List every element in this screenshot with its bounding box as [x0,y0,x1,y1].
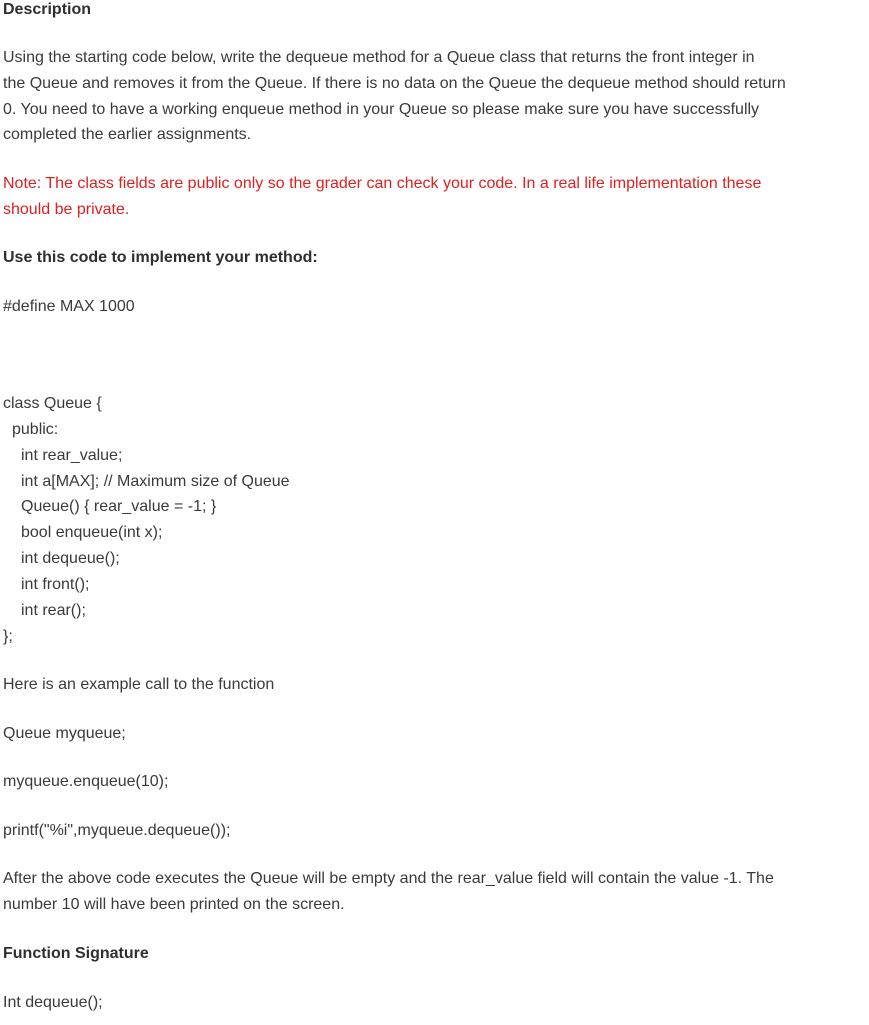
code-line-constructor: Queue() { rear_value = -1; } [21,498,217,515]
code-line-front: int front(); [21,576,90,593]
intro-line-3: 0. You need to have a working enqueue method in your Queue so please make sure you have successfully [3,101,760,118]
code-line-enqueue: bool enqueue(int x); [21,524,163,541]
code-line-public: public: [12,421,59,438]
code-line-rear-value: int rear_value; [21,447,123,464]
after-line-1: After the above code executes the Queue will be empty and the rear_value field will contain the value -1. The [3,870,774,887]
after-line-2: number 10 will have been printed on the screen. [3,896,345,913]
code-line-rear: int rear(); [21,602,86,619]
signature-heading: Function Signature [3,945,149,962]
section-heading-description: Description [3,1,92,18]
example-line-printf: printf("%i",myqueue.dequeue()); [3,822,231,839]
note-line-1: Note: The class fields are public only so the grader can check your code. In a real life implementation these [3,175,762,192]
intro-line-2: the Queue and removes it from the Queue. If there is no data on the Queue the dequeue method should return [3,75,786,92]
use-code-heading: Use this code to implement your method: [3,249,318,266]
function-signature: Int dequeue(); [3,994,103,1011]
example-line-declare: Queue myqueue; [3,725,126,742]
intro-line-1: Using the starting code below, write the dequeue method for a Queue class that returns the front integer in [3,49,755,66]
code-line-array: int a[MAX]; // Maximum size of Queue [21,473,290,490]
example-intro: Here is an example call to the function [3,676,275,693]
code-line-class: class Queue { [3,395,102,412]
note-line-2: should be private. [3,201,130,218]
code-line-close: }; [3,628,13,645]
code-line-dequeue: int dequeue(); [21,550,120,567]
define-line: #define MAX 1000 [3,298,135,315]
example-line-enqueue: myqueue.enqueue(10); [3,773,169,790]
intro-line-4: completed the earlier assignments. [3,126,252,143]
